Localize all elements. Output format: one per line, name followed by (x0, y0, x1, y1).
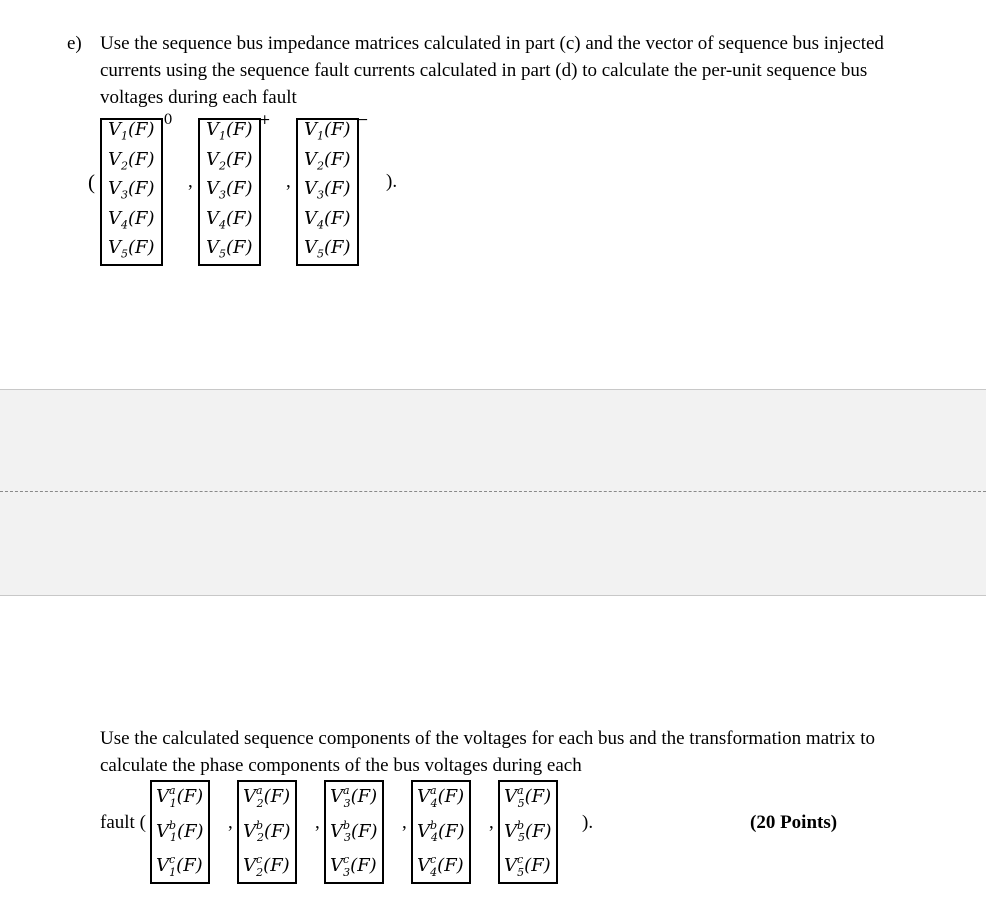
sequence-entry: $V_5(F)$ (206, 237, 253, 261)
sequence-entry: $V_1(F)$ (206, 119, 253, 143)
close-paren: ). (386, 171, 398, 192)
part-f-text: Use the calculated sequence components of the voltages for each bus and the transformation matrix to calculate the phase components of the bus voltages during each (100, 728, 876, 776)
phase-matrix-bus-2 (237, 780, 297, 884)
phase-entry: $V^a_1(F)$ (156, 784, 204, 810)
phase-entry: $V^b_2(F)$ (243, 818, 291, 845)
phase-entry: $V^a_3(F)$ (330, 784, 378, 810)
sequence-superscript: 0 (163, 112, 173, 128)
separator-comma: , (489, 812, 494, 833)
phase-entry: $V^c_5(F)$ (504, 853, 551, 879)
phase-matrix-bus-1 (150, 780, 210, 884)
phase-matrix-bus-4 (411, 780, 471, 884)
phase-entry: $V^c_2(F)$ (243, 853, 290, 879)
part-e-text: Use the sequence bus impedance matrices calculated in part (c) and the vector of sequence bus injected currents using the sequence fault currents calculated in part (d) to calculate the per-unit sequence bus voltages during each fault (100, 33, 884, 108)
separator-comma: , (228, 812, 233, 833)
sequence-matrix-3 (296, 112, 369, 266)
phase-entry: $V^c_1(F)$ (156, 853, 203, 879)
dashed-divider (0, 491, 986, 492)
open-paren: ( (88, 170, 95, 194)
sequence-entry: $V_4(F)$ (108, 207, 155, 232)
fault-word: fault ( (100, 812, 146, 833)
sequence-superscript: + (258, 112, 271, 128)
part-e-label: e) (67, 33, 82, 54)
close-paren: ). (582, 812, 594, 833)
answer-band[interactable] (0, 389, 986, 596)
sequence-voltage-matrices (88, 112, 418, 261)
phase-entry: $V^c_3(F)$ (330, 853, 377, 879)
sequence-entry: $V_2(F)$ (304, 148, 351, 173)
sequence-superscript: − (356, 112, 369, 128)
phase-matrix-bus-3 (324, 780, 384, 884)
sequence-entry: $V_5(F)$ (108, 237, 155, 261)
separator-comma: , (286, 171, 291, 192)
sequence-entry: $V_3(F)$ (206, 178, 253, 202)
phase-entry: $V^b_4(F)$ (417, 818, 465, 845)
sequence-entry: $V_3(F)$ (304, 178, 351, 202)
sequence-entry: $V_1(F)$ (108, 119, 155, 143)
sequence-entry: $V_1(F)$ (304, 119, 351, 143)
phase-matrix-bus-5 (498, 780, 558, 884)
phase-entry: $V^b_1(F)$ (156, 818, 204, 845)
phase-entry: $V^b_3(F)$ (330, 818, 378, 845)
phase-entry: $V^a_4(F)$ (417, 784, 465, 810)
sequence-matrix-2 (198, 112, 271, 266)
sequence-entry: $V_3(F)$ (108, 178, 155, 202)
separator-comma: , (402, 812, 407, 833)
phase-voltage-matrices (150, 780, 610, 879)
sequence-entry: $V_2(F)$ (108, 148, 155, 173)
sequence-entry: $V_4(F)$ (304, 207, 351, 232)
separator-comma: , (188, 171, 193, 192)
sequence-entry: $V_4(F)$ (206, 207, 253, 232)
sequence-entry: $V_5(F)$ (304, 237, 351, 261)
points-label: (20 Points) (750, 812, 838, 833)
phase-entry: $V^b_5(F)$ (504, 818, 552, 845)
sequence-matrix-1 (100, 112, 173, 266)
phase-entry: $V^c_4(F)$ (417, 853, 464, 879)
sequence-entry: $V_2(F)$ (206, 148, 253, 173)
phase-entry: $V^a_2(F)$ (243, 784, 291, 810)
separator-comma: , (315, 812, 320, 833)
phase-entry: $V^a_5(F)$ (504, 784, 552, 810)
